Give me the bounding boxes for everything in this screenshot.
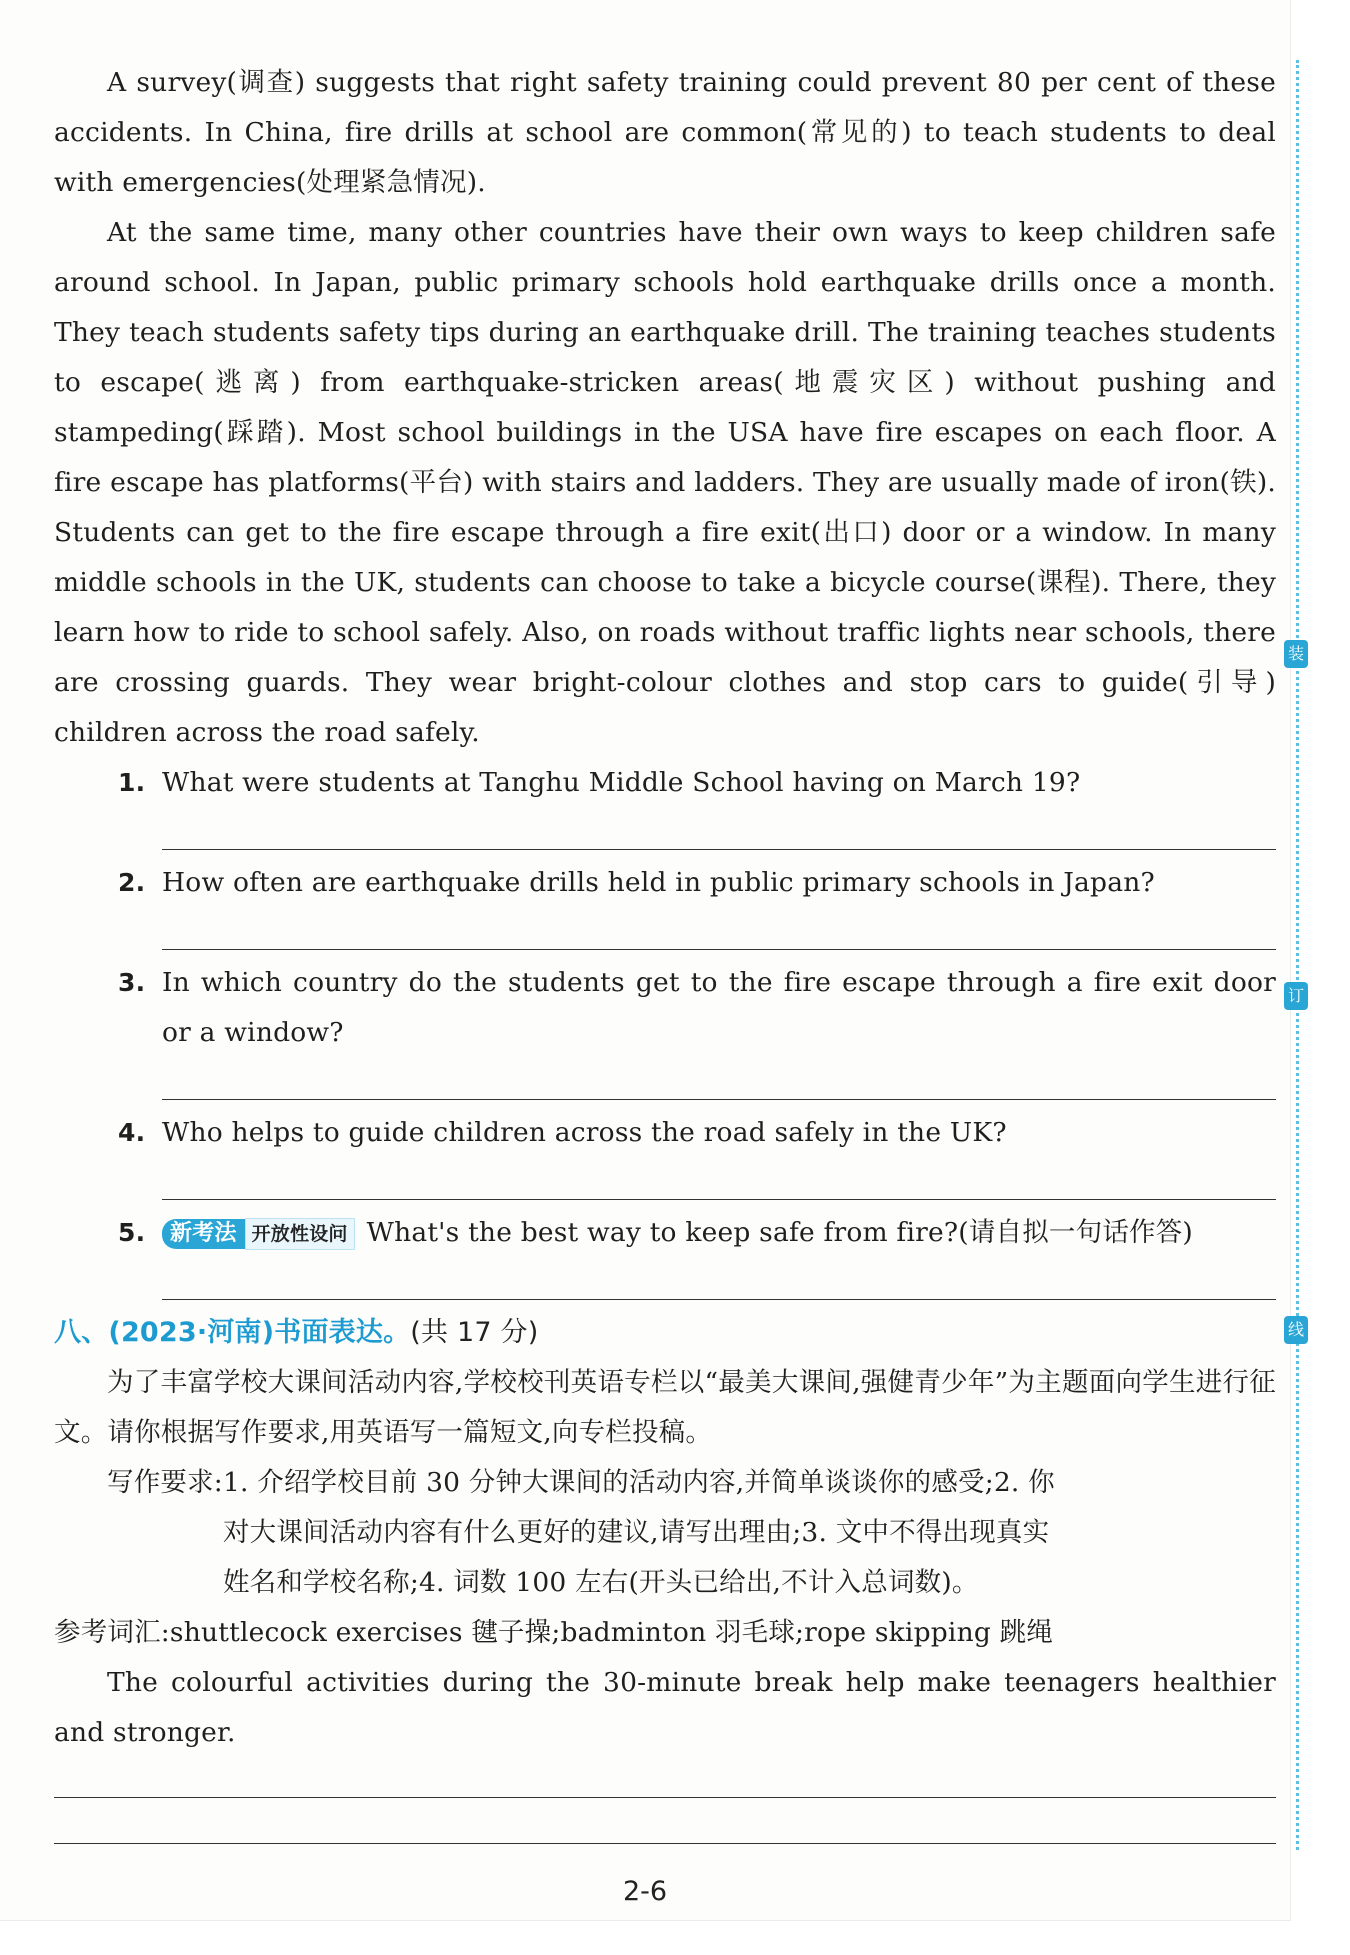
- question-number: 2.: [118, 868, 146, 897]
- answer-line-1[interactable]: [162, 808, 1276, 858]
- binding-mark: 装: [1284, 640, 1308, 668]
- page-content: [54, 58, 1276, 1850]
- question-5: [118, 1208, 1276, 1258]
- binding-mark: 线: [1284, 1316, 1308, 1344]
- open-question-badge: 开放性设问: [245, 1218, 355, 1250]
- writing-task-intro: 为了丰富学校大课间活动内容,学校校刊英语专栏以“最美大课间,强健青少年”为主题面向学生进行征文。请你根据写作要求,用英语写一篇短文,向专栏投稿。: [54, 1367, 1276, 1448]
- passage-paragraph-2: At the same time, many other countries have their own ways to keep children safe around school. In Japan, public primary schools hold earthquake drills once a month. They teach students safety tips during an earthquake drill. The training teaches students to escape(逃离) from earthquake-stricken areas(地震灾区) without pushing and stampeding(踩踏). Most school buildings in the USA have fire escapes on each floor. A fire escape has platforms(平台) with stairs and ladders. They are usually made of iron(铁). Students can get to the fire escape through a fire exit(出口) door or a window. In many middle schools in the UK, students can choose to take a bicycle course(课程). There, they learn how to ride to school safely. Also, on roads without traffic lights near schools, there are crossing guards. They wear bright-colour clothes and stop cars to guide(引导) children across the road safely.: [54, 217, 1276, 748]
- question-3: [118, 958, 1276, 1058]
- requirements-label: 写作要求:: [107, 1467, 223, 1498]
- question-number: 4.: [118, 1118, 146, 1147]
- reference-vocabulary: 参考词汇:shuttlecock exercises 毽子操;badminton 羽毛球;rope skipping 跳绳: [54, 1617, 1054, 1648]
- writing-line-1[interactable]: [54, 1758, 1276, 1804]
- answer-line-3[interactable]: [162, 1058, 1276, 1108]
- writing-line-2[interactable]: [54, 1804, 1276, 1850]
- question-text: How often are earthquake drills held in public primary schools in Japan?: [162, 867, 1155, 898]
- essay-opening: The colourful activities during the 30-minute break help make teenagers healthier and stronger.: [54, 1667, 1276, 1748]
- question-text: Who helps to guide children across the road safely in the UK?: [162, 1117, 1007, 1148]
- requirement-line: 1. 介绍学校目前 30 分钟大课间的活动内容,并简单谈谈你的感受;2. 你: [222, 1467, 1055, 1498]
- question-type-tag: [162, 1218, 355, 1250]
- question-2: [118, 858, 1276, 908]
- question-text: What were students at Tanghu Middle School having on March 19?: [162, 767, 1081, 798]
- question-text: In which country do the students get to the fire escape through a fire exit door or a window?: [162, 967, 1276, 1048]
- question-text: What's the best way to keep safe from fire?(请自拟一句话作答): [366, 1217, 1193, 1248]
- answer-line-2[interactable]: [162, 908, 1276, 958]
- binding-mark: 订: [1284, 982, 1308, 1010]
- answer-line-5[interactable]: [162, 1258, 1276, 1308]
- question-1: [118, 758, 1276, 808]
- section-8-points: (共 17 分): [410, 1317, 539, 1348]
- requirement-line: 姓名和学校名称;4. 词数 100 左右(开头已给出,不计入总词数)。: [222, 1567, 979, 1598]
- writing-requirements: [54, 1458, 1276, 1608]
- passage-paragraph-1: A survey(调查) suggests that right safety training could prevent 80 per cent of these accidents. In China, fire drills at school are common(常见的) to teach students to deal with emergencies(处理紧急情况).: [54, 67, 1276, 198]
- answer-line-4[interactable]: [162, 1158, 1276, 1208]
- new-test-method-badge: 新考法: [162, 1219, 245, 1249]
- requirement-line: 对大课间活动内容有什么更好的建议,请写出理由;3. 文中不得出现真实: [222, 1517, 1050, 1548]
- binding-dotted-line: [1296, 60, 1299, 1850]
- question-4: [118, 1108, 1276, 1158]
- page-number: 2-6: [622, 1876, 668, 1907]
- question-number: 1.: [118, 768, 146, 797]
- question-number: 3.: [118, 968, 146, 997]
- question-number: 5.: [118, 1218, 146, 1247]
- section-8-title: 八、(2023·河南)书面表达。: [54, 1317, 411, 1348]
- section-8-heading: [54, 1308, 1276, 1358]
